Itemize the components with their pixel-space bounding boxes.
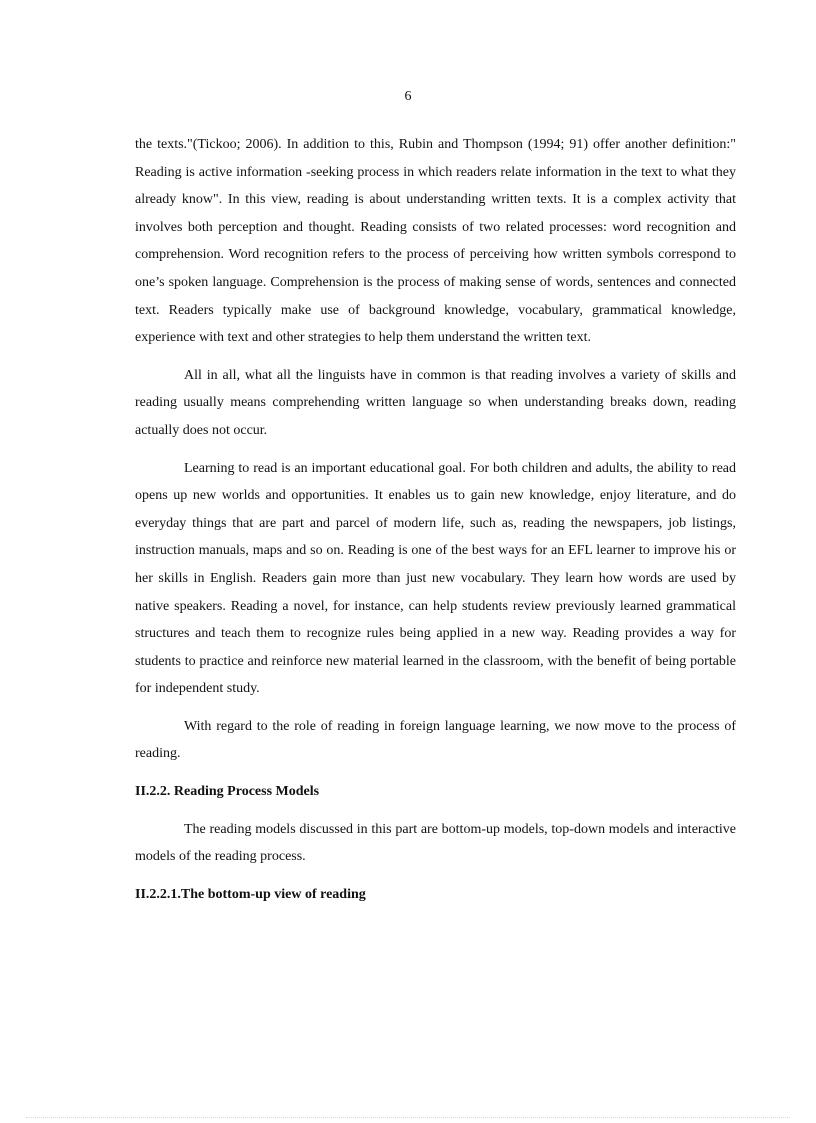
paragraph-learning-to-read: Learning to read is an important educational goal. For both children and adults, the ability to read opens up new worlds and opportunities. It enables us to gain new knowledge, enjoy literature, and do everyday things that are part and parcel of modern life, such as, reading the newspapers, job listings, instruction manuals, maps and so on. Reading is one of the best ways for an EFL learner to improve his or her skills in English. Readers gain more than just new vocabulary. They learn how words are used by native speakers. Reading a novel, for instance, can help students review previously learned grammatical structures and teach them to recognize rules being applied in a new way. Reading provides a way for students to practice and reinforce new material learned in the classroom, with the benefit of being portable for independent study. <box>135 460 736 697</box>
page-bottom-border <box>26 1117 790 1118</box>
paragraph-continuation: the texts."(Tickoo; 2006). In addition to this, Rubin and Thompson (1994; 91) offer another definition:" Reading is active information -seeking process in which readers relate information in the text to what they already know". In this view, reading is about understanding written texts. It is a complex activity that involves both perception and thought. Reading consists of two related processes: word recognition and comprehension. Word recognition refers to the process of perceiving how written symbols correspond to one’s spoken language. Comprehension is the process of making sense of words, sentences and connected text. Readers typically make use of background knowledge, vocabulary, grammatical knowledge, experience with text and other strategies to help them understand the written text. <box>135 137 736 346</box>
document-body <box>135 131 736 918</box>
subsection-heading: II.2.2.1.The bottom-up view of reading <box>135 886 366 902</box>
paragraph-transition: With regard to the role of reading in foreign language learning, we now move to the process of reading. <box>135 718 736 762</box>
page-number: 6 <box>404 89 412 104</box>
paragraph-linguists: All in all, what all the linguists have in common is that reading involves a variety of skills and reading usually means comprehending written language so when understanding breaks down, reading actually does not occur. <box>135 367 736 438</box>
section-heading: II.2.2. Reading Process Models <box>135 784 320 800</box>
section-intro-paragraph: The reading models discussed in this part are bottom-up models, top-down models and interactive models of the reading process. <box>135 821 736 865</box>
